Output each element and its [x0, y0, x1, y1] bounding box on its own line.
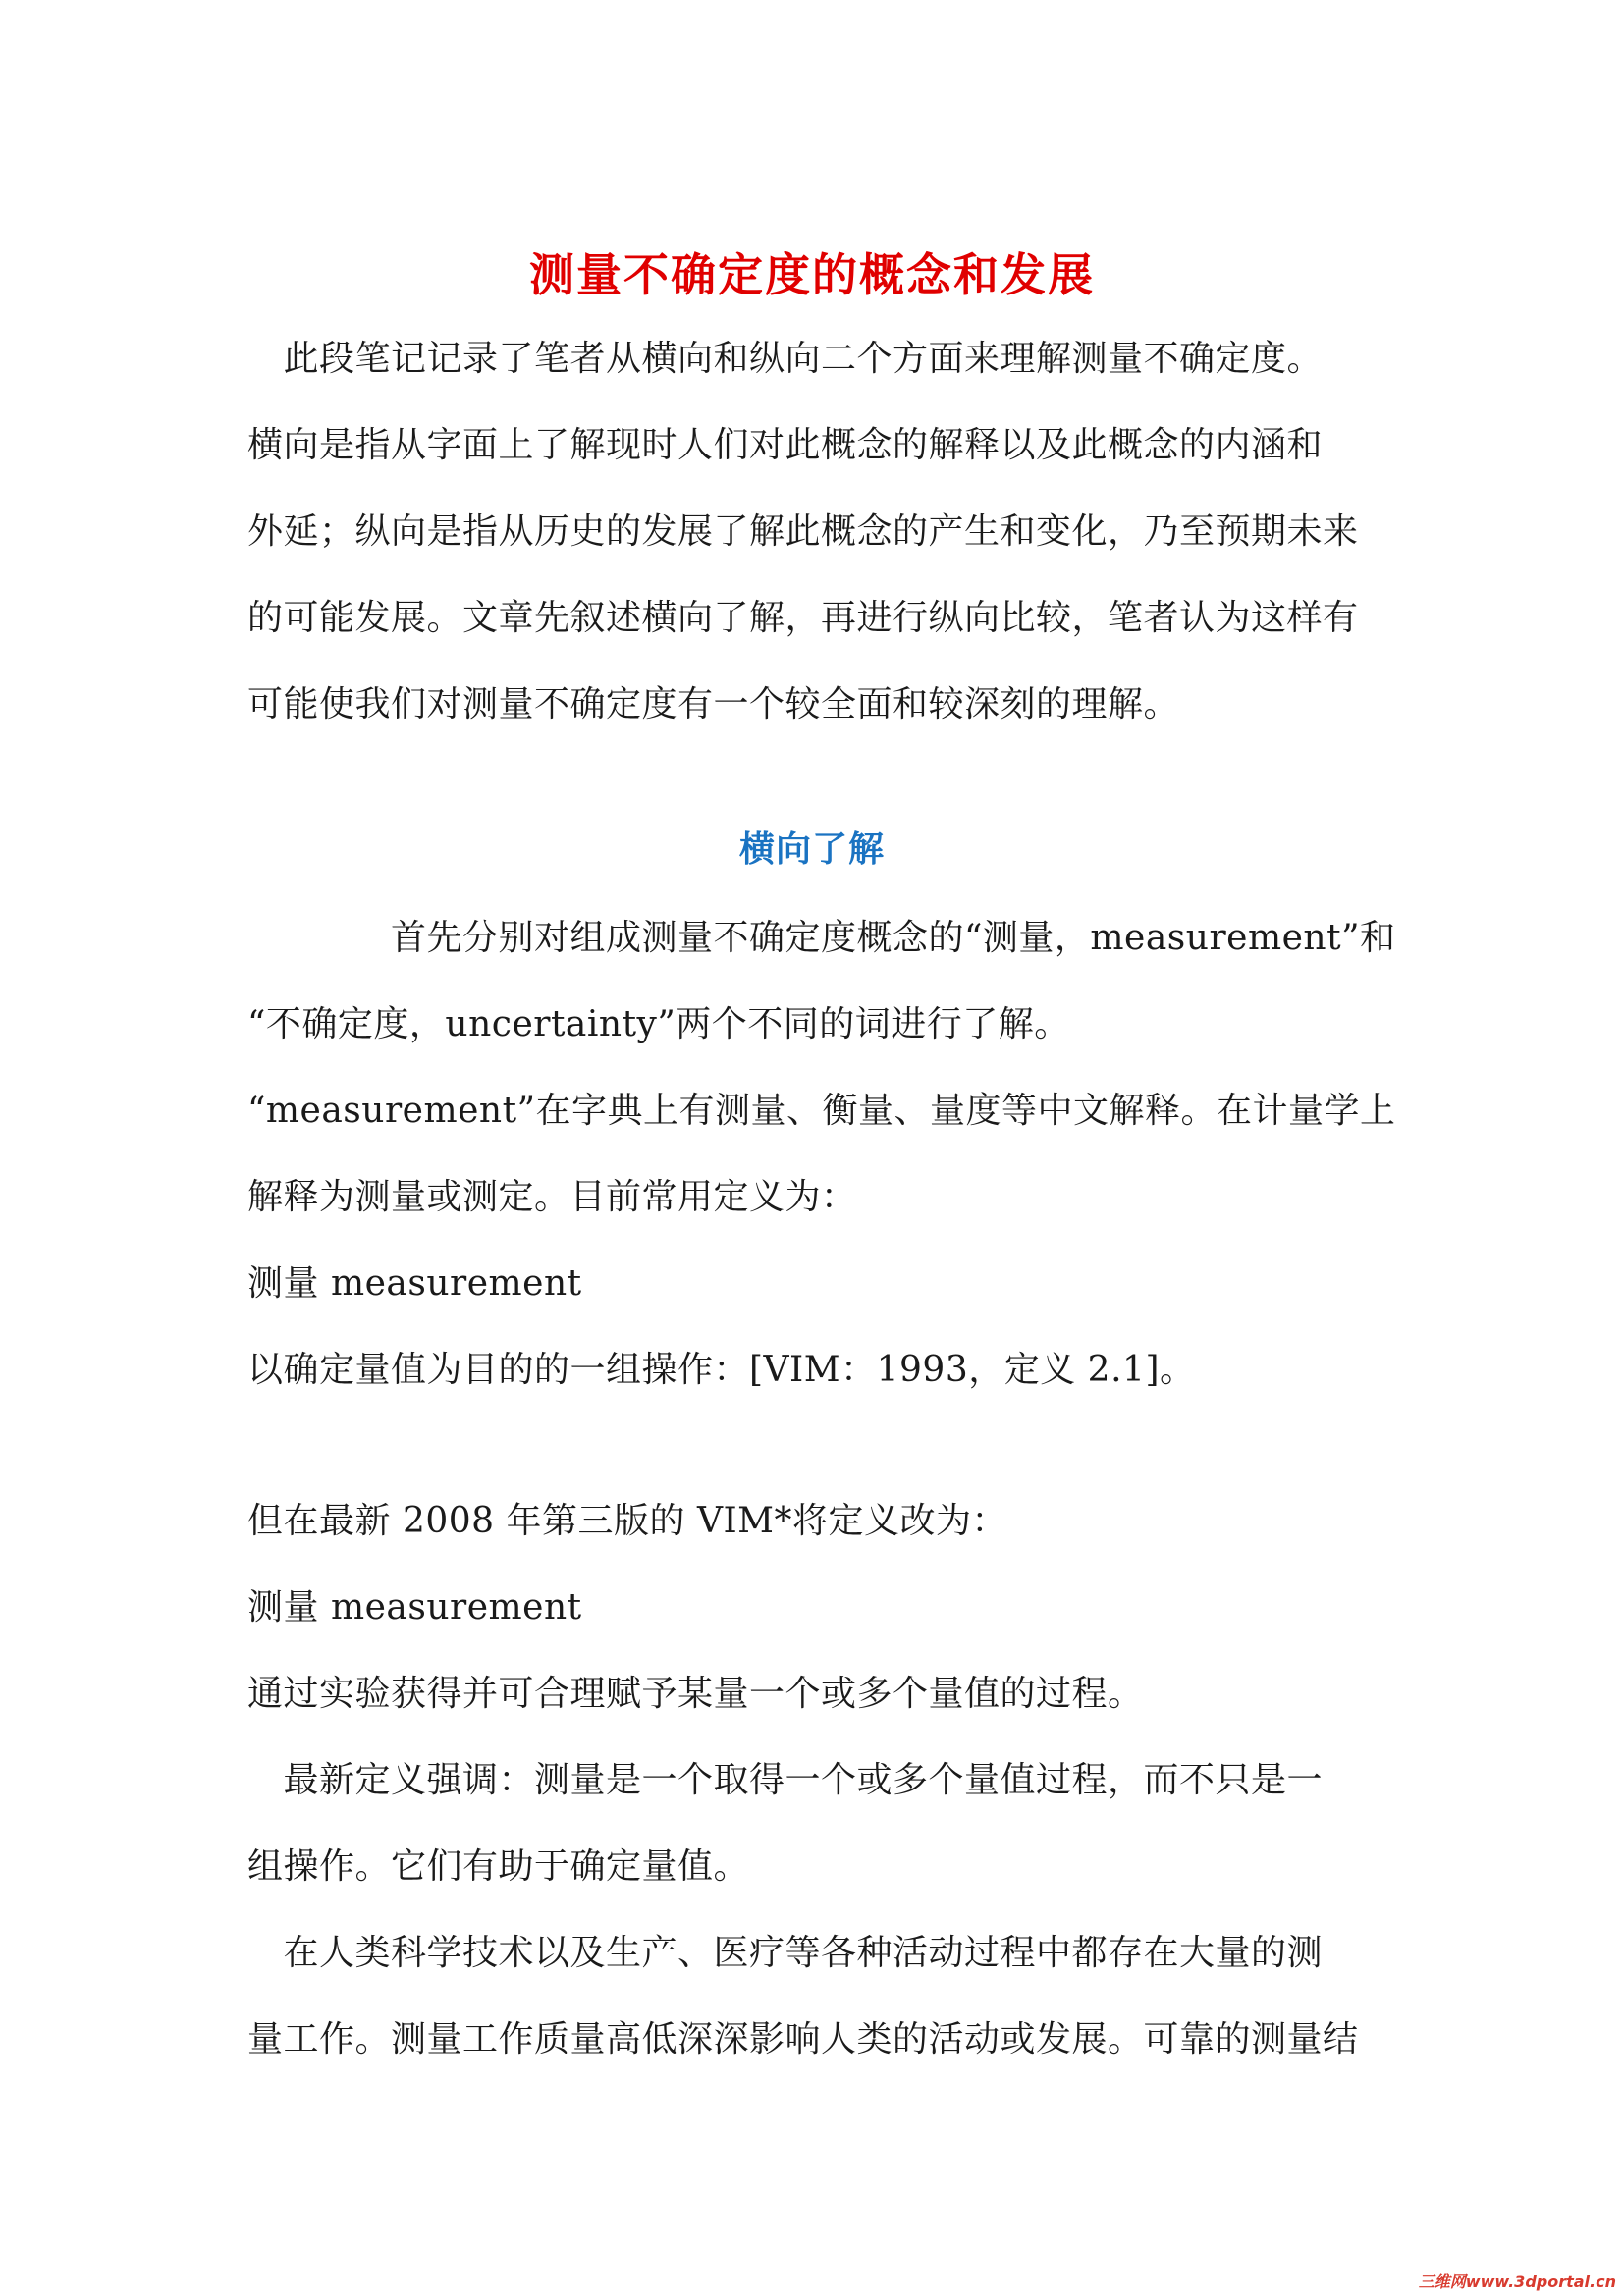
- section-heading: 横向了解: [738, 829, 885, 870]
- intro-line-2: 横向是指从字面上了解现时人们对此概念的解释以及此概念的内涵和: [247, 425, 1324, 465]
- section-line-7: 但在最新 2008 年第三版的 VIM*将定义改为：: [247, 1501, 1008, 1541]
- section-line-2: “不确定度，uncertainty”两个不同的词进行了解。: [247, 1004, 1070, 1044]
- intro-line-1: 此段笔记记录了笔者从横向和纵向二个方面来理解测量不确定度。: [247, 339, 1324, 379]
- section-line-4: 解释为测量或测定。目前常用定义为：: [247, 1177, 857, 1217]
- section-line-11: 组操作。它们有助于确定量值。: [247, 1846, 750, 1887]
- section-line-13: 量工作。测量工作质量高低深深影响人类的活动或发展。可靠的测量结: [247, 2019, 1359, 2059]
- intro-line-3: 外延；纵向是指从历史的发展了解此概念的产生和变化，乃至预期未来: [247, 511, 1359, 552]
- section-line-3: “measurement”在字典上有测量、衡量、量度等中文解释。在计量学上: [247, 1091, 1396, 1131]
- section-line-12: 在人类科学技术以及生产、医疗等各种活动过程中都存在大量的测: [247, 1933, 1324, 1973]
- section-line-10: 最新定义强调：测量是一个取得一个或多个量值过程，而不只是一: [247, 1760, 1324, 1800]
- definition-text-2: 通过实验获得并可合理赋予某量一个或多个量值的过程。: [247, 1674, 1144, 1714]
- definition-text-1: 以确定量值为目的的一组操作：[VIM：1993，定义 2.1]。: [247, 1350, 1196, 1390]
- document-title: 测量不确定度的概念和发展: [529, 248, 1095, 301]
- intro-line-4: 的可能发展。文章先叙述横向了解，再进行纵向比较，笔者认为这样有: [247, 598, 1359, 638]
- section-line-1: 首先分别对组成测量不确定度概念的“测量，measurement”和: [247, 918, 1396, 958]
- watermark: 三维网www.3dportal.cn: [1418, 2272, 1616, 2291]
- intro-line-5: 可能使我们对测量不确定度有一个较全面和较深刻的理解。: [247, 684, 1180, 724]
- definition-term-1: 测量 measurement: [247, 1263, 582, 1304]
- definition-term-2: 测量 measurement: [247, 1587, 582, 1628]
